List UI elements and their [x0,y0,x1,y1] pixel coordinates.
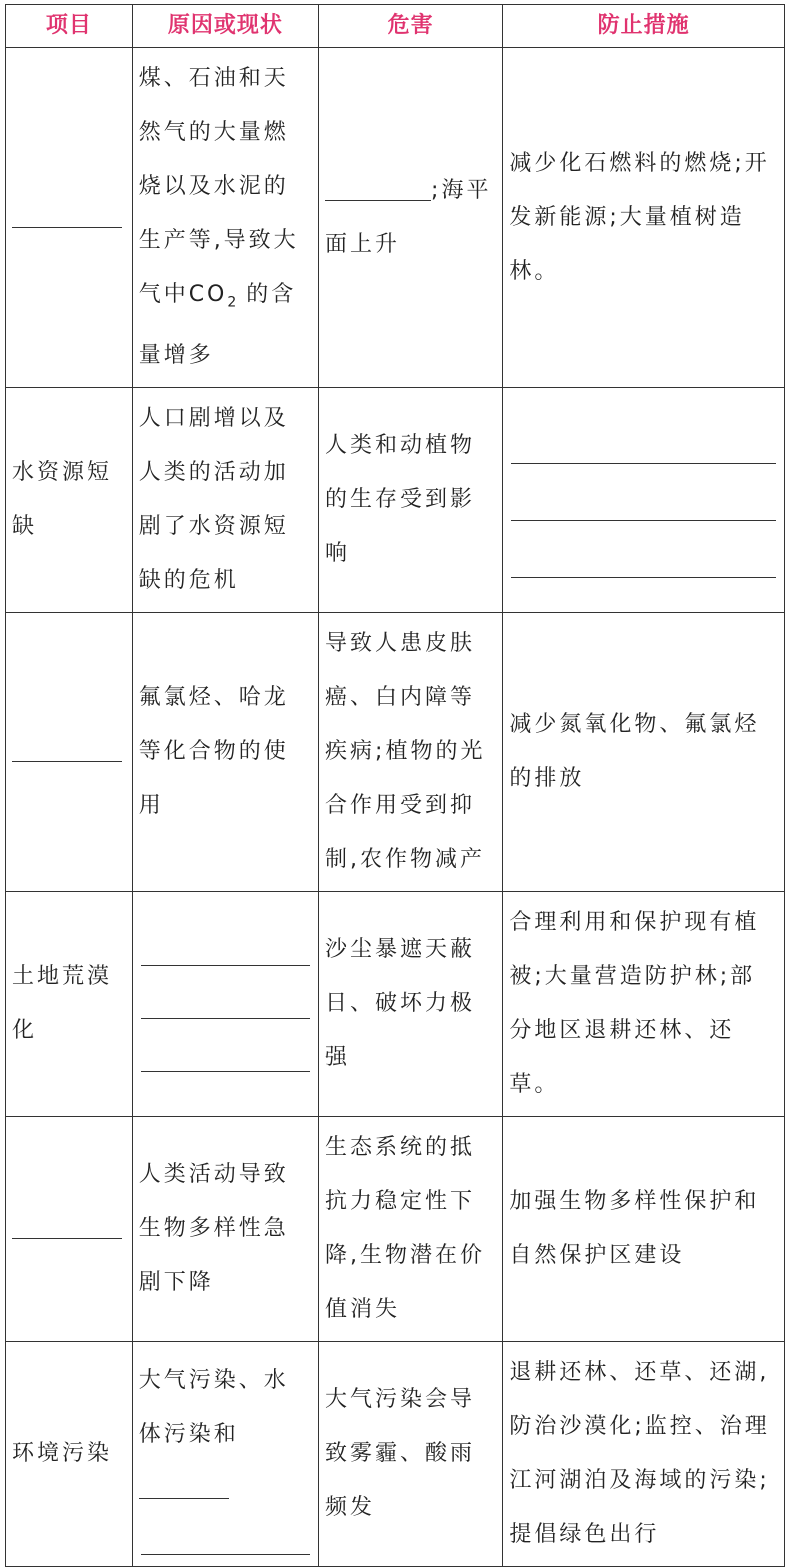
cause-text-end: 的含量增多 [138,282,297,369]
item-cell: 水资源短缺 [6,388,133,613]
item-cell [6,1117,133,1342]
cause-cell: 人类活动导致生物多样性急剧下降 [132,1117,318,1342]
answer-blank[interactable] [511,423,776,464]
answer-blank[interactable] [139,1472,229,1499]
cause-cell [132,1342,318,1567]
cause-cell [132,48,318,388]
measure-cell [503,388,785,613]
answer-blank[interactable] [325,174,431,201]
answer-blank[interactable] [511,521,776,578]
table-row [6,48,785,388]
harm-cell: 人类和动植物的生存受到影响 [319,388,503,613]
environment-issues-table [5,4,785,1567]
harm-cell [319,48,503,388]
header-measure: 防止措施 [503,5,785,48]
header-item: 项目 [6,5,133,48]
table-row [6,613,785,892]
answer-blank[interactable] [141,1019,310,1072]
measure-cell: 退耕还林、还草、还湖,防治沙漠化;监控、治理江河湖泊及海域的污染;提倡绿色出行 [503,1342,785,1567]
table-row [6,1117,785,1342]
cause-cell: 氟氯烃、哈龙等化合物的使用 [132,613,318,892]
measure-cell: 减少氮氧化物、氟氯烃的排放 [503,613,785,892]
answer-blank[interactable] [12,1212,122,1239]
harm-text: ;海平面上升 [325,177,492,257]
harm-cell: 生态系统的抵抗力稳定性下降,生物潜在价值消失 [319,1117,503,1342]
cause-cell [132,892,318,1117]
measure-cell: 加强生物多样性保护和自然保护区建设 [503,1117,785,1342]
cause-text: 大气污染、水体污染和 [138,1367,289,1447]
answer-blank[interactable] [12,201,122,228]
item-cell [6,613,133,892]
header-harm: 危害 [319,5,503,48]
item-cell [6,48,133,388]
item-cell: 环境污染 [6,1342,133,1567]
cause-cell: 人口剧增以及人类的活动加剧了水资源短缺的危机 [132,388,318,613]
table-row [6,388,785,613]
item-cell: 土地荒漠化 [6,892,133,1117]
table-row [6,1342,785,1567]
measure-cell: 合理利用和保护现有植被;大量营造防护林;部分地区退耕还林、还草。 [503,892,785,1117]
harm-cell: 大气污染会导致雾霾、酸雨频发 [319,1342,503,1567]
measure-cell: 减少化石燃料的燃烧;开发新能源;大量植树造林。 [503,48,785,388]
answer-blank[interactable] [511,464,776,521]
answer-blank[interactable] [141,937,310,966]
answer-blank[interactable] [141,1516,310,1555]
harm-cell: 沙尘暴遮天蔽日、破坏力极强 [319,892,503,1117]
answer-blank[interactable] [141,966,310,1019]
answer-blank[interactable] [12,735,122,762]
harm-cell: 导致人患皮肤癌、白内障等疾病;植物的光合作用受到抑制,农作物减产 [319,613,503,892]
subscript-2: 2 [227,294,237,311]
header-row [6,5,785,48]
header-cause: 原因或现状 [132,5,318,48]
cause-text: 煤、石油和天然气的大量燃烧以及水泥的生产等,导致大气中CO [138,66,299,307]
table-row [6,892,785,1117]
